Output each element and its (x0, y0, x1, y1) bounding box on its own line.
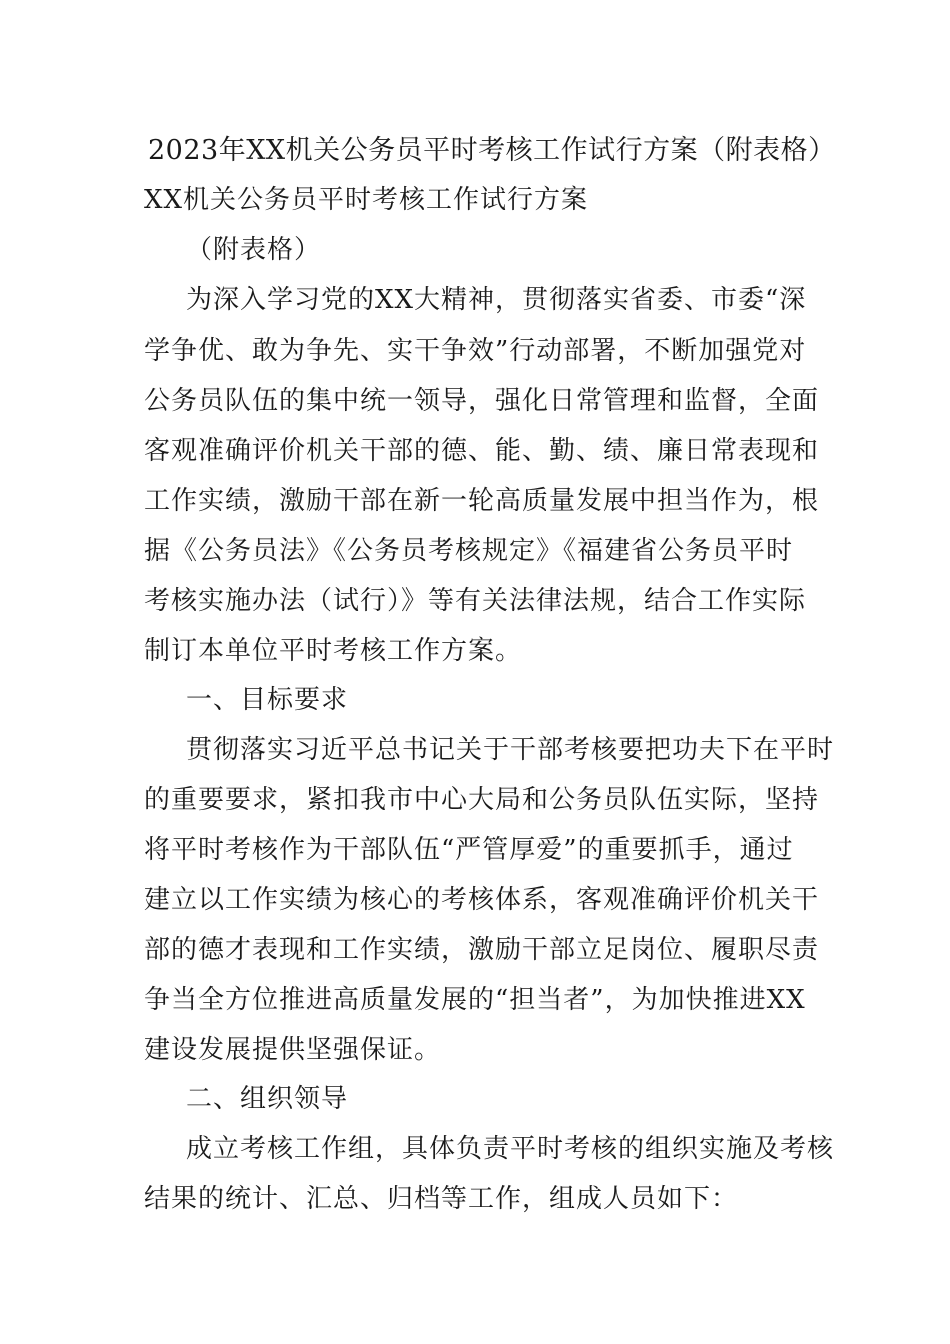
paragraph-line: 的重要要求，紧扣我市中心大局和公务员队伍实际，坚持 (144, 785, 820, 815)
document-title: 2023年XX机关公务员平时考核工作试行方案（附表格） (148, 135, 836, 166)
paragraph-line: 制订本单位平时考核工作方案。 (144, 636, 523, 666)
paragraph-line: 考核实施办法（试行）》等有关法律法规，结合工作实际 (144, 586, 807, 616)
section-heading: 一、目标要求 (186, 685, 349, 715)
paragraph-line: 部的德才表现和工作实绩，激励干部立足岗位、履职尽责 (144, 935, 820, 965)
paragraph-line: 客观准确评价机关干部的德、能、勤、绩、廉日常表现和 (144, 436, 820, 466)
paragraph-line: 建立以工作实绩为核心的考核体系，客观准确评价机关干 (144, 885, 820, 915)
paragraph-line: 工作实绩，激励干部在新一轮高质量发展中担当作为，根 (144, 486, 820, 516)
paragraph-line: 建设发展提供坚强保证。 (144, 1035, 442, 1065)
paragraph-line: 据《公务员法》《公务员考核规定》《福建省公务员平时 (144, 536, 794, 566)
paragraph-line: 成立考核工作组，具体负责平时考核的组织实施及考核 (186, 1134, 835, 1164)
paragraph-line: 学争优、敢为争先、实干争效”行动部署，不断加强党对 (144, 336, 807, 366)
paragraph-line: 将平时考核作为干部队伍“严管厚爱”的重要抓手，通过 (144, 835, 794, 865)
paragraph-line: 争当全方位推进高质量发展的“担当者”，为加快推进XX (144, 985, 806, 1015)
paragraph-line: 公务员队伍的集中统一领导，强化日常管理和监督，全面 (144, 386, 820, 416)
document-subtitle: XX机关公务员平时考核工作试行方案 (144, 185, 589, 215)
section-heading: 二、组织领导 (186, 1084, 349, 1114)
attachment-note: （附表格） (186, 235, 322, 265)
paragraph-line: 贯彻落实习近平总书记关于干部考核要把功夫下在平时 (186, 735, 835, 765)
paragraph-line: 结果的统计、汇总、归档等工作，组成人员如下： (144, 1184, 739, 1214)
paragraph-line: 为深入学习党的XX大精神，贯彻落实省委、市委“深 (186, 285, 807, 315)
